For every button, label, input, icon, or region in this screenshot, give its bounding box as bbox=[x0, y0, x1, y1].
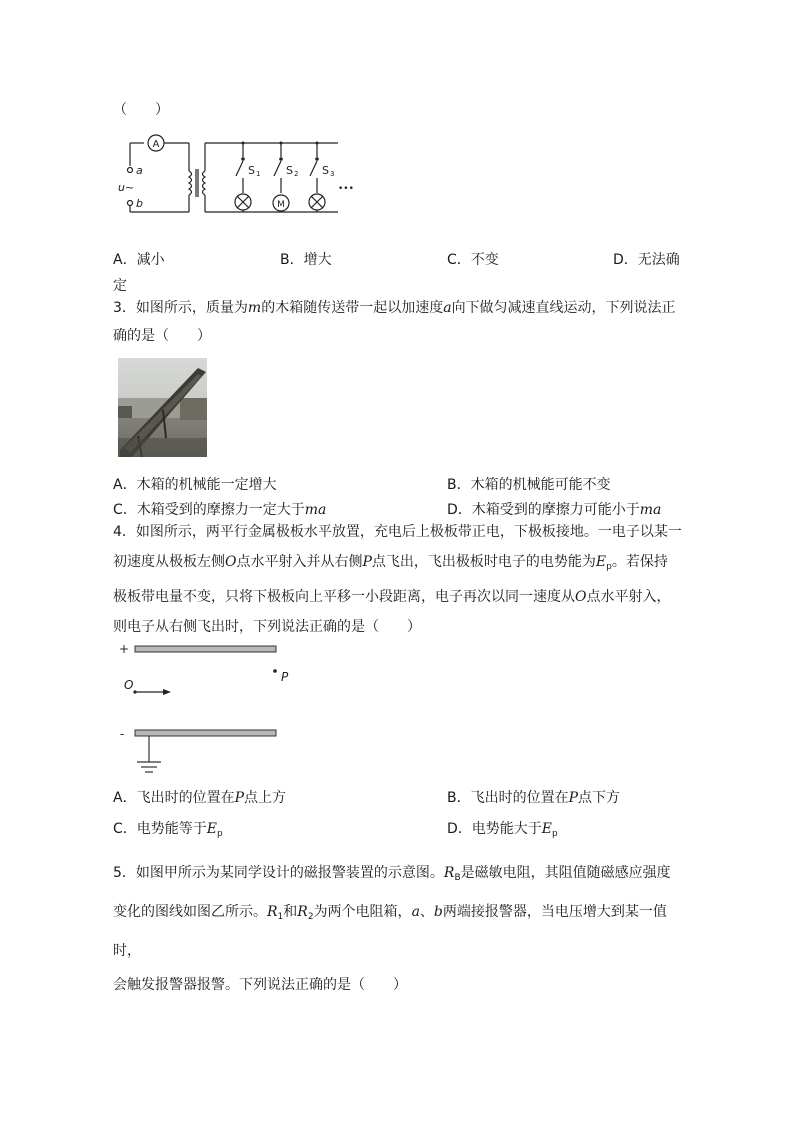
parallel-plates-figure bbox=[115, 640, 305, 778]
source-label: u~ bbox=[118, 181, 135, 194]
terminal-a: a bbox=[136, 164, 143, 177]
q3-option-b: B．木箱的机械能可能不变 bbox=[447, 477, 611, 493]
transformer-circuit-figure bbox=[112, 128, 352, 230]
point-p-label: P bbox=[281, 670, 289, 684]
switch1-label: S bbox=[248, 164, 255, 177]
terminal-b: b bbox=[136, 197, 143, 210]
q2-answer-bracket: （ ） bbox=[113, 102, 169, 118]
switch3-sub: 3 bbox=[330, 170, 335, 178]
q3-option-c: C．木箱受到的摩擦力一定大于ma bbox=[113, 502, 327, 518]
q2-option-c: C．不变 bbox=[447, 252, 499, 268]
q4-option-b: B．飞出时的位置在P点下方 bbox=[447, 790, 621, 806]
plus-sign: + bbox=[119, 642, 130, 656]
q2-option-d-continued: 定 bbox=[113, 278, 127, 294]
minus-sign: - bbox=[120, 727, 125, 741]
point-o-label: O bbox=[124, 678, 134, 692]
q3-option-a: A．木箱的机械能一定增大 bbox=[113, 477, 277, 493]
switch2-label: S bbox=[286, 164, 293, 177]
conveyor-belt-photo bbox=[118, 358, 207, 457]
q3-option-d: D．木箱受到的摩擦力可能小于ma bbox=[447, 502, 662, 518]
q4-option-d: D．电势能大于$E_p$ bbox=[447, 821, 558, 839]
q4-option-a: A．飞出时的位置在P点上方 bbox=[113, 790, 286, 806]
q2-option-b: B．增大 bbox=[280, 252, 332, 268]
q3-stem: 3．如图所示，质量为m的木箱随传送带一起以加速度a向下做匀减速直线运动，下列说法正 确的是（ ） bbox=[113, 300, 676, 344]
switch2-sub: 2 bbox=[294, 170, 299, 178]
switch1-sub: 1 bbox=[256, 170, 261, 178]
q2-option-d: D．无法确 bbox=[613, 252, 680, 268]
motor-label: M bbox=[277, 200, 285, 210]
q5-stem: 5．如图甲所示为某同学设计的磁报警装置的示意图。$R_B$是磁敏电阻，其阻值随磁感应强度 变化的图线如图乙所示。$R_1$和$R_2$为两个电阻箱，a、b两端接报警器，当电压增大到某一值时， 会触发报警器报警。下列说法正确的是（ ） bbox=[113, 865, 671, 993]
more-branches-dots: ••• bbox=[338, 184, 354, 194]
q4-option-c: C．电势能等于$E_p$ bbox=[113, 821, 223, 839]
ammeter-label: A bbox=[152, 139, 160, 150]
q2-option-a: A．减小 bbox=[113, 252, 165, 268]
q4-stem: 4．如图所示，两平行金属极板水平放置，充电后上极板带正电，下极板接地。一电子以某一 初速度从极板左侧O点水平射入并从右侧P点飞出，飞出极板时电子的电势能为$E_p$。若保持 极板带电量不变，只将下极板向上平移一小段距离，电子再次以同一速度从O点水平射入， 则电子从右侧飞出时，下列说法正确的是（ ） bbox=[113, 524, 682, 635]
switch3-label: S bbox=[322, 164, 329, 177]
